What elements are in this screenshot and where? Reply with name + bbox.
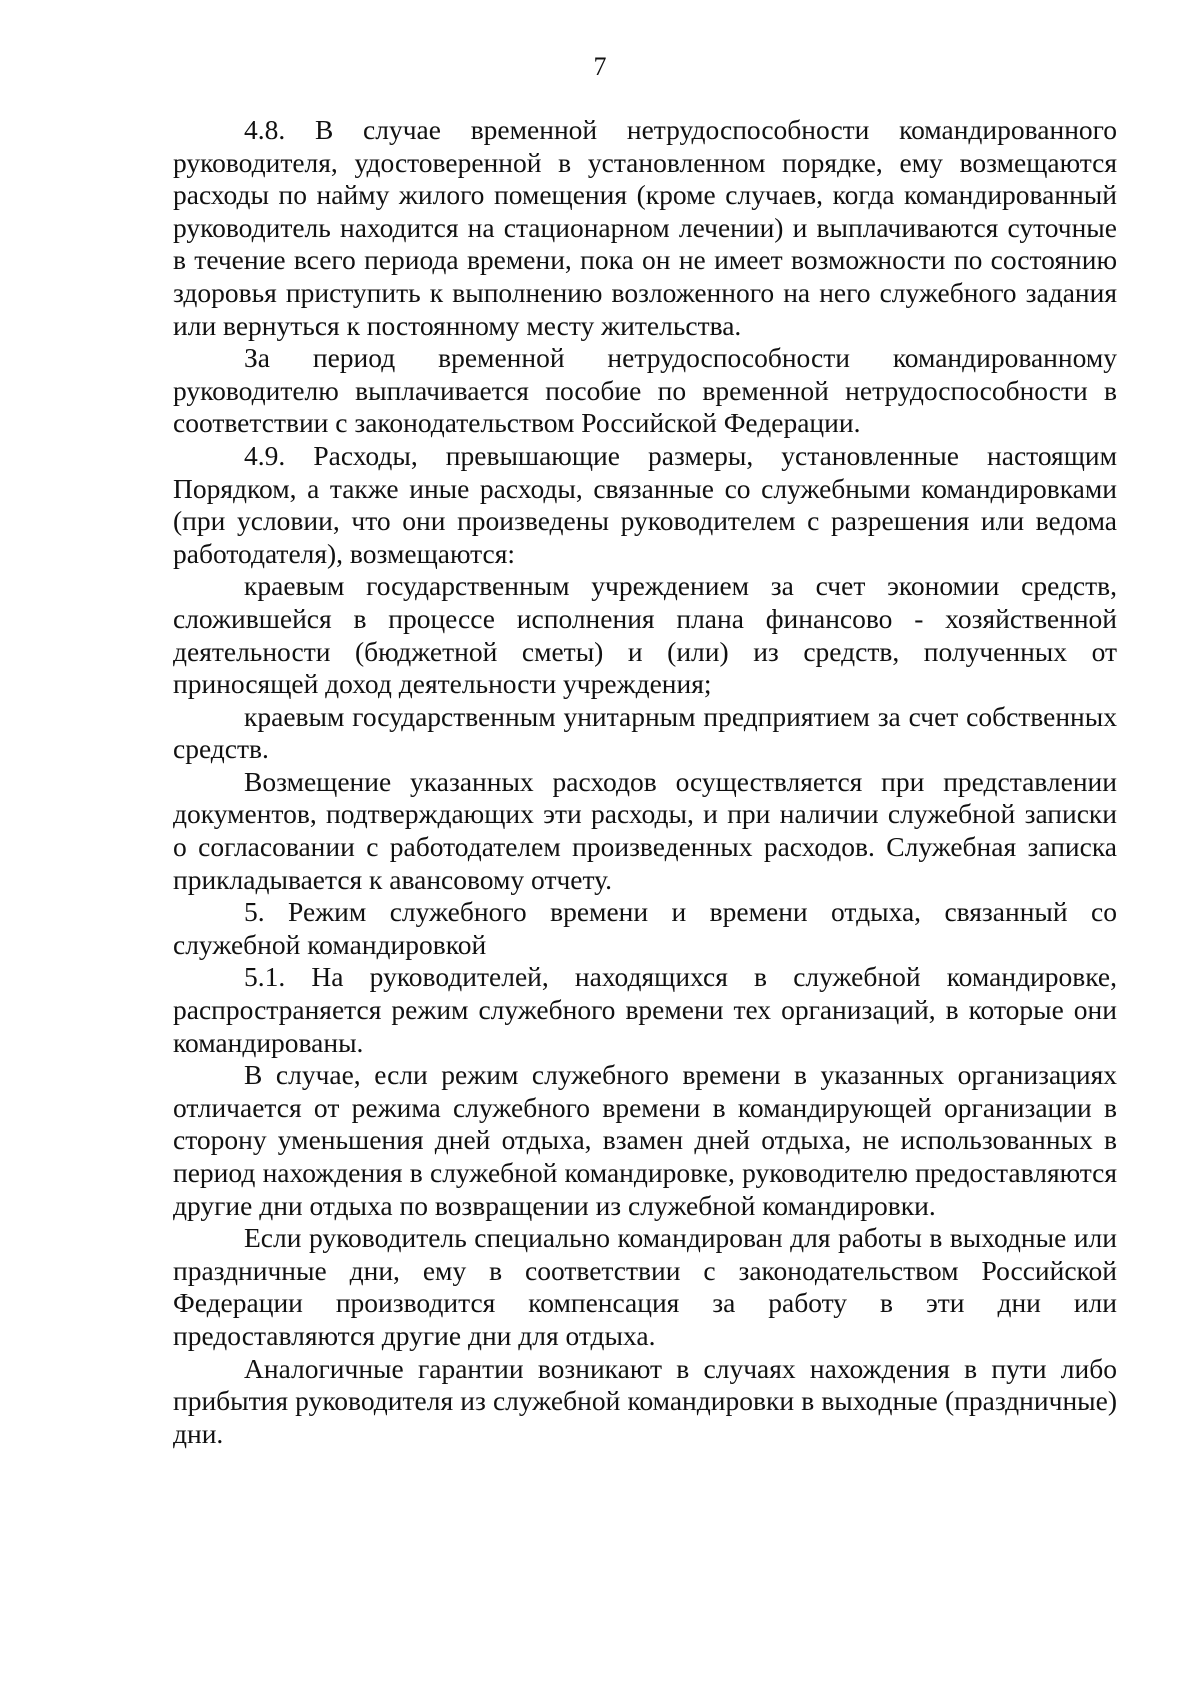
paragraph-rest-days: В случае, если режим служебного времени в указанных организациях отличается от режима служебного времени в командирующей организации в сторону уменьшения дней отдыха, взамен дней отдыха, не использованных в период нахождения в служебной командировке, руководителю предоставляются другие дни отдыха по возвращении из служебной командировки.	[173, 1059, 1117, 1221]
paragraph-5-1: 5.1. На руководителей, находящихся в служебной командировке, распространяется режим служебного времени тех организаций, в которые они командированы.	[173, 961, 1117, 1058]
paragraph-unitary-enterprise: краевым государственным унитарным предприятием за счет собственных средств.	[173, 700, 1117, 765]
paragraph-travel-guarantees: Аналогичные гарантии возникают в случаях нахождения в пути либо прибытия руководителя из служебной командировки в выходные (праздничные) дни.	[173, 1352, 1117, 1449]
page-number: 7	[593, 52, 607, 81]
document-body	[173, 114, 1117, 1450]
paragraph-state-institution: краевым государственным учреждением за счет экономии средств, сложившейся в процессе исполнения плана финансово - хозяйственной деятельности (бюджетной сметы) и (или) из средств, полученных от приносящей доход деятельности учреждения;	[173, 570, 1117, 700]
paragraph-4-8: 4.8. В случае временной нетрудоспособности командированного руководителя, удостоверенной в установленном порядке, ему возмещаются расходы по найму жилого помещения (кроме случаев, когда командированный руководитель находится на стационарном лечении) и выплачиваются суточные в течение всего периода времени, пока он не имеет возможности по состоянию здоровья приступить к выполнению возложенного на него служебного задания или вернуться к постоянному месту жительства.	[173, 114, 1117, 341]
paragraph-sick-leave-benefit: За период временной нетрудоспособности командированному руководителю выплачивается пособие по временной нетрудоспособности в соответствии с законодательством Российской Федерации.	[173, 342, 1117, 439]
paragraph-holiday-work: Если руководитель специально командирован для работы в выходные или праздничные дни, ему в соответствии с законодательством Российской Федерации производится компенсация за работу в эти дни или предоставляются другие дни для отдыха.	[173, 1222, 1117, 1351]
paragraph-4-9: 4.9. Расходы, превышающие размеры, установленные настоящим Порядком, а также иные расходы, связанные со служебными командировками (при условии, что они произведены руководителем с разрешения или ведома работодателя), возмещаются:	[173, 439, 1117, 569]
paragraph-reimbursement: Возмещение указанных расходов осуществляется при представлении документов, подтверждающих эти расходы, и при наличии служебной записки о согласовании с работодателем произведенных расходов. Служебная записка прикладывается к авансовому отчету.	[173, 765, 1117, 895]
section-heading-5: 5. Режим служебного времени и времени отдыха, связанный со служебной командировкой	[173, 896, 1117, 960]
